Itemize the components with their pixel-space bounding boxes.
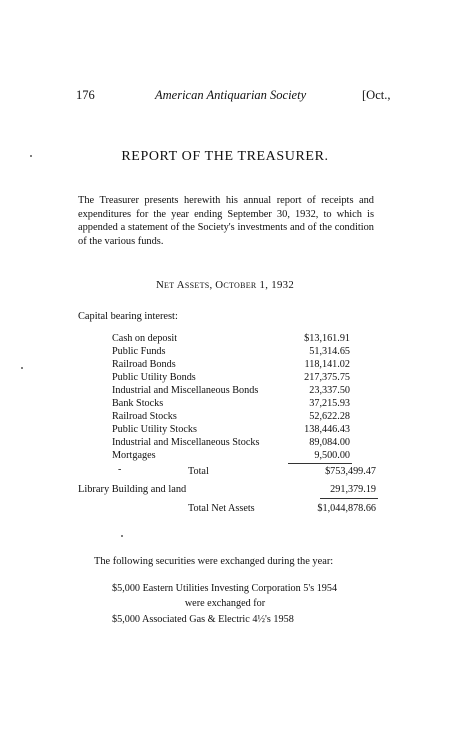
- item-label: Railroad Stocks: [112, 411, 177, 422]
- table-row: [0, 332, 450, 345]
- scan-speck: [30, 155, 32, 157]
- table-row: [0, 358, 450, 371]
- total-net-assets-label: Total Net Assets: [188, 503, 255, 514]
- item-value: 37,215.93: [309, 398, 350, 409]
- item-label: Public Utility Bonds: [112, 372, 196, 383]
- item-value: 23,337.50: [309, 385, 350, 396]
- item-label: Industrial and Miscellaneous Bonds: [112, 385, 259, 396]
- scan-speck: [121, 535, 123, 537]
- total-dash: -: [118, 464, 122, 475]
- table-row: [0, 410, 450, 423]
- table-row: [0, 384, 450, 397]
- table-row: [0, 397, 450, 410]
- item-value: 138,446.43: [304, 424, 350, 435]
- item-label: Cash on deposit: [112, 333, 178, 344]
- table-row: [0, 436, 450, 449]
- total-label: Total: [188, 466, 209, 477]
- net-assets-heading: [0, 279, 450, 291]
- library-label: Library Building and land: [78, 484, 187, 495]
- exchange-intro: The following securities were exchanged during the year:: [94, 556, 334, 567]
- total-net-assets-value: $1,044,878.66: [317, 503, 376, 514]
- subtotal-rule: [288, 463, 352, 464]
- exchange-line: $5,000 Associated Gas & Electric 4½'s 1958: [112, 614, 294, 625]
- item-label: Public Utility Stocks: [112, 424, 197, 435]
- exchange-line: were exchanged for: [184, 598, 266, 609]
- total-rule: [320, 498, 378, 499]
- table-row: [0, 345, 450, 358]
- item-value: 217,375.75: [304, 372, 350, 383]
- intro-paragraph: The Treasurer presents herewith his annual report of receipts and expenditures for the year ending September 30, 1932, to which is appended a statement of the Society's investments and of the condition of the various funds.: [78, 195, 374, 247]
- item-value: 89,084.00: [309, 437, 350, 448]
- item-label: Public Funds: [112, 346, 166, 357]
- page-number: 176: [76, 88, 95, 102]
- item-value: $13,161.91: [304, 333, 350, 344]
- table-row: [0, 423, 450, 436]
- library-value: 291,379.19: [330, 484, 376, 495]
- capital-label: Capital bearing interest:: [78, 311, 178, 322]
- header-date-mark: [Oct.,: [362, 88, 391, 102]
- net-assets-date: October 1, 1932: [215, 279, 295, 291]
- scan-speck: [21, 367, 23, 369]
- item-value: 118,141.02: [304, 359, 350, 370]
- table-row: [0, 449, 450, 462]
- item-label: Bank Stocks: [112, 398, 164, 409]
- running-title: American Antiquarian Society: [155, 88, 307, 102]
- table-row: [0, 371, 450, 384]
- total-value: $753,499.47: [325, 466, 376, 477]
- item-value: 9,500.00: [314, 450, 350, 461]
- report-title: REPORT OF THE TREASURER.: [121, 149, 329, 164]
- net-assets-label: Net Assets,: [155, 279, 213, 291]
- exchange-line: $5,000 Eastern Utilities Investing Corporation 5's 1954: [112, 583, 338, 594]
- item-label: Mortgages: [112, 450, 156, 461]
- item-label: Railroad Bonds: [112, 359, 176, 370]
- item-label: Industrial and Miscellaneous Stocks: [112, 437, 260, 448]
- item-value: 51,314.65: [309, 346, 350, 357]
- item-value: 52,622.28: [309, 411, 350, 422]
